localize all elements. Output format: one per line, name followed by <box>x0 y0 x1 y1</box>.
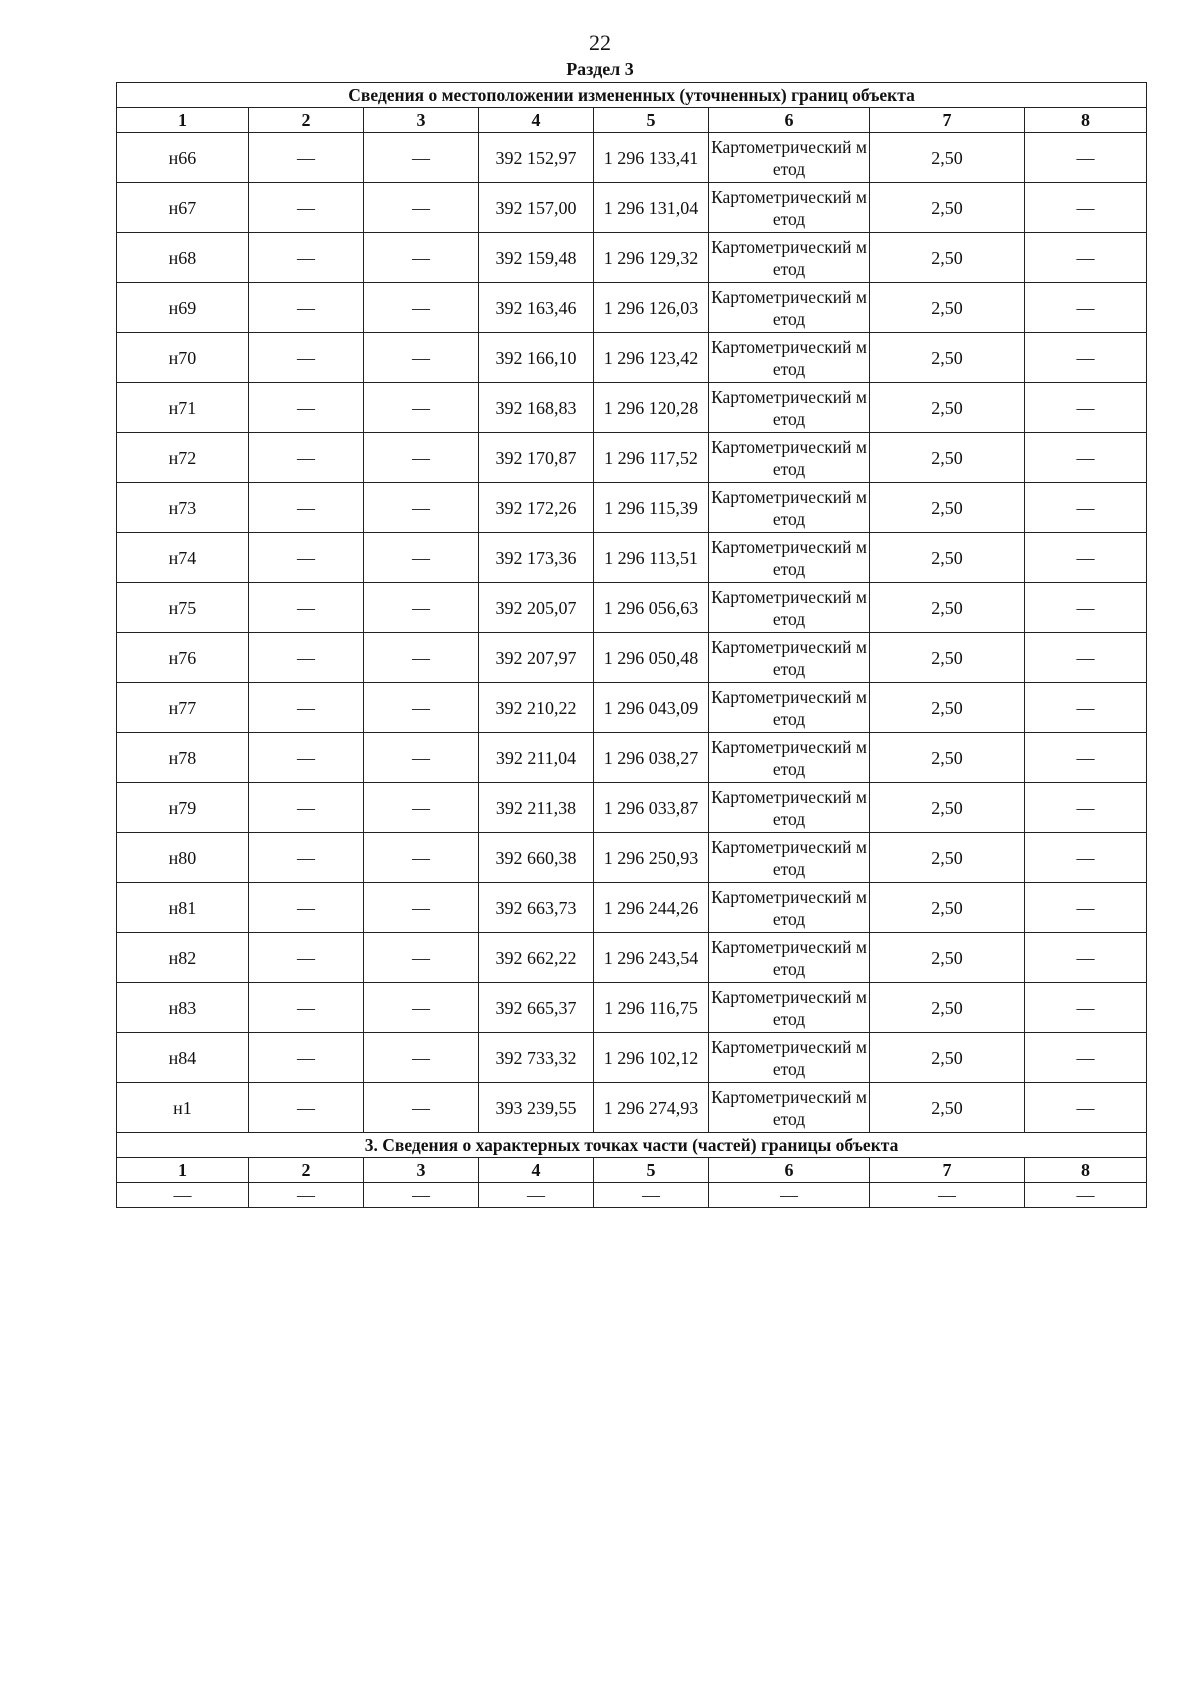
empty-cell: — <box>479 1183 594 1208</box>
y-coordinate-cell: 1 296 113,51 <box>594 533 709 583</box>
accuracy-cell: 2,50 <box>870 733 1025 783</box>
method-cell: Картометрический метод <box>709 933 870 983</box>
column-3-cell: — <box>364 233 479 283</box>
table-row <box>117 183 1147 233</box>
column-number: 4 <box>479 1158 594 1183</box>
table-row <box>117 583 1147 633</box>
point-name-cell: н80 <box>117 833 249 883</box>
method-cell: Картометрический метод <box>709 383 870 433</box>
column-number: 6 <box>709 108 870 133</box>
accuracy-cell: 2,50 <box>870 833 1025 883</box>
y-coordinate-cell: 1 296 126,03 <box>594 283 709 333</box>
table-row <box>117 483 1147 533</box>
column-2-cell: — <box>249 383 364 433</box>
column-8-cell: — <box>1025 583 1147 633</box>
table-caption: 3. Сведения о характерных точках части (частей) границы объекта <box>117 1133 1147 1158</box>
accuracy-cell: 2,50 <box>870 383 1025 433</box>
table-row <box>117 233 1147 283</box>
method-cell: Картометрический метод <box>709 183 870 233</box>
point-name-cell: н66 <box>117 133 249 183</box>
accuracy-cell: 2,50 <box>870 183 1025 233</box>
column-2-cell: — <box>249 133 364 183</box>
method-cell: Картометрический метод <box>709 833 870 883</box>
page-number: 22 <box>589 30 611 55</box>
empty-cell: — <box>870 1183 1025 1208</box>
y-coordinate-cell: 1 296 274,93 <box>594 1083 709 1133</box>
table-caption-row <box>117 1133 1147 1158</box>
empty-cell: — <box>709 1183 870 1208</box>
y-coordinate-cell: 1 296 050,48 <box>594 633 709 683</box>
x-coordinate-cell: 392 205,07 <box>479 583 594 633</box>
column-number: 3 <box>364 108 479 133</box>
column-2-cell: — <box>249 633 364 683</box>
column-number: 7 <box>870 108 1025 133</box>
point-name-cell: н75 <box>117 583 249 633</box>
accuracy-cell: 2,50 <box>870 283 1025 333</box>
y-coordinate-cell: 1 296 043,09 <box>594 683 709 733</box>
point-name-cell: н77 <box>117 683 249 733</box>
column-3-cell: — <box>364 933 479 983</box>
y-coordinate-cell: 1 296 129,32 <box>594 233 709 283</box>
accuracy-cell: 2,50 <box>870 633 1025 683</box>
method-cell: Картометрический метод <box>709 533 870 583</box>
x-coordinate-cell: 392 173,36 <box>479 533 594 583</box>
empty-cell: — <box>594 1183 709 1208</box>
table-row <box>117 383 1147 433</box>
table-row <box>117 783 1147 833</box>
y-coordinate-cell: 1 296 056,63 <box>594 583 709 633</box>
column-2-cell: — <box>249 783 364 833</box>
column-3-cell: — <box>364 1033 479 1083</box>
point-name-cell: н69 <box>117 283 249 333</box>
column-3-cell: — <box>364 833 479 883</box>
column-3-cell: — <box>364 683 479 733</box>
column-2-cell: — <box>249 933 364 983</box>
column-2-cell: — <box>249 1033 364 1083</box>
column-8-cell: — <box>1025 883 1147 933</box>
column-8-cell: — <box>1025 633 1147 683</box>
accuracy-cell: 2,50 <box>870 933 1025 983</box>
x-coordinate-cell: 393 239,55 <box>479 1083 594 1133</box>
column-number: 8 <box>1025 1158 1147 1183</box>
column-2-cell: — <box>249 1083 364 1133</box>
y-coordinate-cell: 1 296 115,39 <box>594 483 709 533</box>
column-3-cell: — <box>364 283 479 333</box>
point-name-cell: н83 <box>117 983 249 1033</box>
y-coordinate-cell: 1 296 250,93 <box>594 833 709 883</box>
column-2-cell: — <box>249 283 364 333</box>
y-coordinate-cell: 1 296 131,04 <box>594 183 709 233</box>
column-3-cell: — <box>364 433 479 483</box>
accuracy-cell: 2,50 <box>870 983 1025 1033</box>
column-8-cell: — <box>1025 183 1147 233</box>
accuracy-cell: 2,50 <box>870 583 1025 633</box>
accuracy-cell: 2,50 <box>870 233 1025 283</box>
column-8-cell: — <box>1025 333 1147 383</box>
table-row <box>117 133 1147 183</box>
column-number: 5 <box>594 1158 709 1183</box>
column-8-cell: — <box>1025 1033 1147 1083</box>
section-title: Раздел 3 <box>566 59 634 79</box>
point-name-cell: н70 <box>117 333 249 383</box>
table-row <box>117 433 1147 483</box>
x-coordinate-cell: 392 211,38 <box>479 783 594 833</box>
column-number: 4 <box>479 108 594 133</box>
column-8-cell: — <box>1025 283 1147 333</box>
empty-cell: — <box>364 1183 479 1208</box>
column-2-cell: — <box>249 683 364 733</box>
method-cell: Картометрический метод <box>709 683 870 733</box>
y-coordinate-cell: 1 296 033,87 <box>594 783 709 833</box>
column-8-cell: — <box>1025 983 1147 1033</box>
x-coordinate-cell: 392 166,10 <box>479 333 594 383</box>
column-number: 1 <box>117 1158 249 1183</box>
y-coordinate-cell: 1 296 116,75 <box>594 983 709 1033</box>
column-2-cell: — <box>249 983 364 1033</box>
method-cell: Картометрический метод <box>709 883 870 933</box>
column-8-cell: — <box>1025 833 1147 883</box>
column-number-row <box>117 108 1147 133</box>
column-number: 2 <box>249 1158 364 1183</box>
column-number: 7 <box>870 1158 1025 1183</box>
accuracy-cell: 2,50 <box>870 133 1025 183</box>
point-name-cell: н67 <box>117 183 249 233</box>
x-coordinate-cell: 392 159,48 <box>479 233 594 283</box>
column-number: 8 <box>1025 108 1147 133</box>
point-name-cell: н73 <box>117 483 249 533</box>
x-coordinate-cell: 392 157,00 <box>479 183 594 233</box>
column-8-cell: — <box>1025 933 1147 983</box>
column-3-cell: — <box>364 583 479 633</box>
table-row <box>117 883 1147 933</box>
column-8-cell: — <box>1025 433 1147 483</box>
column-3-cell: — <box>364 633 479 683</box>
column-3-cell: — <box>364 883 479 933</box>
x-coordinate-cell: 392 163,46 <box>479 283 594 333</box>
accuracy-cell: 2,50 <box>870 433 1025 483</box>
point-name-cell: н81 <box>117 883 249 933</box>
method-cell: Картометрический метод <box>709 783 870 833</box>
x-coordinate-cell: 392 210,22 <box>479 683 594 733</box>
empty-cell: — <box>1025 1183 1147 1208</box>
table-row <box>117 933 1147 983</box>
column-3-cell: — <box>364 383 479 433</box>
empty-cell: — <box>249 1183 364 1208</box>
table-row <box>117 1083 1147 1133</box>
x-coordinate-cell: 392 207,97 <box>479 633 594 683</box>
method-cell: Картометрический метод <box>709 333 870 383</box>
empty-cell: — <box>117 1183 249 1208</box>
column-8-cell: — <box>1025 783 1147 833</box>
y-coordinate-cell: 1 296 102,12 <box>594 1033 709 1083</box>
x-coordinate-cell: 392 665,37 <box>479 983 594 1033</box>
method-cell: Картометрический метод <box>709 733 870 783</box>
column-2-cell: — <box>249 883 364 933</box>
column-8-cell: — <box>1025 383 1147 433</box>
method-cell: Картометрический метод <box>709 483 870 533</box>
x-coordinate-cell: 392 172,26 <box>479 483 594 533</box>
column-number: 6 <box>709 1158 870 1183</box>
point-name-cell: н79 <box>117 783 249 833</box>
method-cell: Картометрический метод <box>709 283 870 333</box>
method-cell: Картометрический метод <box>709 1083 870 1133</box>
table-caption-row <box>117 83 1147 108</box>
x-coordinate-cell: 392 152,97 <box>479 133 594 183</box>
accuracy-cell: 2,50 <box>870 333 1025 383</box>
x-coordinate-cell: 392 733,32 <box>479 1033 594 1083</box>
x-coordinate-cell: 392 662,22 <box>479 933 594 983</box>
accuracy-cell: 2,50 <box>870 533 1025 583</box>
column-number: 5 <box>594 108 709 133</box>
column-3-cell: — <box>364 533 479 583</box>
column-2-cell: — <box>249 433 364 483</box>
point-name-cell: н68 <box>117 233 249 283</box>
x-coordinate-cell: 392 170,87 <box>479 433 594 483</box>
point-name-cell: н74 <box>117 533 249 583</box>
point-name-cell: н72 <box>117 433 249 483</box>
table-row <box>117 283 1147 333</box>
table-row <box>117 1183 1147 1208</box>
point-name-cell: н84 <box>117 1033 249 1083</box>
table-caption: Сведения о местоположении измененных (уточненных) границ объекта <box>117 83 1147 108</box>
column-2-cell: — <box>249 233 364 283</box>
point-name-cell: н71 <box>117 383 249 433</box>
table-row <box>117 633 1147 683</box>
method-cell: Картометрический метод <box>709 583 870 633</box>
accuracy-cell: 2,50 <box>870 483 1025 533</box>
y-coordinate-cell: 1 296 120,28 <box>594 383 709 433</box>
table-row <box>117 1033 1147 1083</box>
column-2-cell: — <box>249 733 364 783</box>
column-3-cell: — <box>364 733 479 783</box>
point-name-cell: н82 <box>117 933 249 983</box>
method-cell: Картометрический метод <box>709 433 870 483</box>
column-3-cell: — <box>364 783 479 833</box>
table-row <box>117 333 1147 383</box>
column-number: 2 <box>249 108 364 133</box>
y-coordinate-cell: 1 296 123,42 <box>594 333 709 383</box>
column-8-cell: — <box>1025 133 1147 183</box>
accuracy-cell: 2,50 <box>870 683 1025 733</box>
column-8-cell: — <box>1025 683 1147 733</box>
column-3-cell: — <box>364 133 479 183</box>
table-row <box>117 533 1147 583</box>
column-3-cell: — <box>364 333 479 383</box>
column-3-cell: — <box>364 183 479 233</box>
point-name-cell: н1 <box>117 1083 249 1133</box>
column-number: 3 <box>364 1158 479 1183</box>
column-8-cell: — <box>1025 533 1147 583</box>
y-coordinate-cell: 1 296 133,41 <box>594 133 709 183</box>
y-coordinate-cell: 1 296 117,52 <box>594 433 709 483</box>
coordinates-table <box>116 82 1147 1208</box>
accuracy-cell: 2,50 <box>870 1033 1025 1083</box>
table-row <box>117 833 1147 883</box>
table-row <box>117 733 1147 783</box>
table-row <box>117 683 1147 733</box>
x-coordinate-cell: 392 211,04 <box>479 733 594 783</box>
column-8-cell: — <box>1025 233 1147 283</box>
y-coordinate-cell: 1 296 243,54 <box>594 933 709 983</box>
point-name-cell: н76 <box>117 633 249 683</box>
column-8-cell: — <box>1025 483 1147 533</box>
method-cell: Картометрический метод <box>709 233 870 283</box>
method-cell: Картометрический метод <box>709 983 870 1033</box>
accuracy-cell: 2,50 <box>870 1083 1025 1133</box>
column-2-cell: — <box>249 333 364 383</box>
column-3-cell: — <box>364 983 479 1033</box>
column-3-cell: — <box>364 483 479 533</box>
method-cell: Картометрический метод <box>709 1033 870 1083</box>
method-cell: Картометрический метод <box>709 633 870 683</box>
column-8-cell: — <box>1025 733 1147 783</box>
column-2-cell: — <box>249 533 364 583</box>
accuracy-cell: 2,50 <box>870 883 1025 933</box>
table-row <box>117 983 1147 1033</box>
column-2-cell: — <box>249 183 364 233</box>
x-coordinate-cell: 392 168,83 <box>479 383 594 433</box>
x-coordinate-cell: 392 663,73 <box>479 883 594 933</box>
y-coordinate-cell: 1 296 244,26 <box>594 883 709 933</box>
method-cell: Картометрический метод <box>709 133 870 183</box>
column-8-cell: — <box>1025 1083 1147 1133</box>
x-coordinate-cell: 392 660,38 <box>479 833 594 883</box>
column-2-cell: — <box>249 833 364 883</box>
column-number: 1 <box>117 108 249 133</box>
y-coordinate-cell: 1 296 038,27 <box>594 733 709 783</box>
column-number-row <box>117 1158 1147 1183</box>
point-name-cell: н78 <box>117 733 249 783</box>
column-3-cell: — <box>364 1083 479 1133</box>
column-2-cell: — <box>249 483 364 533</box>
accuracy-cell: 2,50 <box>870 783 1025 833</box>
column-2-cell: — <box>249 583 364 633</box>
